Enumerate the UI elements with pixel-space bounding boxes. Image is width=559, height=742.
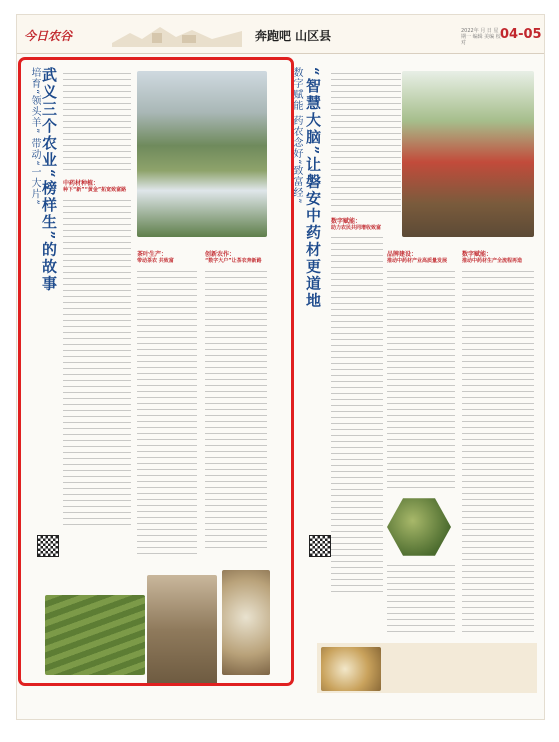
left-subhead-6: “数字大户”让茶农奔新路: [205, 258, 262, 264]
section-title: 奔跑吧 山区县: [255, 29, 332, 43]
right-subhead-4: 推动中药材产业高质量发展: [387, 258, 448, 264]
right-intro-text: [331, 73, 401, 213]
right-body-col-2: [387, 271, 455, 489]
left-subhead-1: 中药材种植：: [63, 180, 100, 187]
right-body-col-3: [462, 271, 534, 637]
left-subhead-4: 带动茶农 共致富: [137, 258, 174, 264]
landscape-ornament: [112, 21, 242, 47]
left-subhead-2: 种下“新”“黄金”拓宽致富路: [63, 187, 127, 193]
herbal-medicine-photo: [321, 647, 381, 691]
left-kicker: 培育“领头羊” 带动“一大片”: [29, 67, 40, 206]
right-subhead-2: 助力农民共同增收致富: [331, 225, 382, 231]
right-kicker: 数字赋能 药农念好“致富经”: [291, 67, 302, 205]
left-subhead-5: 创新农作：: [205, 251, 236, 258]
right-body-col-4: [387, 565, 455, 635]
right-body-col-1: [331, 237, 383, 597]
farmers-harvest-photo: [402, 71, 534, 237]
newspaper-logo: 今日农谷: [24, 29, 73, 43]
right-subhead-1: 数字赋能：: [331, 218, 362, 225]
selected-article-highlight: [18, 57, 294, 686]
left-headline: 武义三个农业“榜样生”的故事: [40, 67, 58, 293]
qr-code-2: [309, 535, 331, 557]
right-headline: “智慧大脑”让磐安中药材更道地: [304, 67, 322, 310]
page-info: 2022年 月 日 星期一 编辑 美编 校对: [461, 28, 501, 46]
right-subhead-6: 推动中药材生产全流程再造: [462, 258, 523, 264]
page-header: [17, 15, 544, 54]
page-number: 04-05: [500, 27, 542, 42]
left-subhead-3: 茶叶生产：: [137, 251, 168, 258]
herb-field-hex-photo: [387, 495, 451, 559]
right-subhead-3: 品牌建设：: [387, 251, 418, 258]
right-subhead-5: 数字赋能：: [462, 251, 493, 258]
